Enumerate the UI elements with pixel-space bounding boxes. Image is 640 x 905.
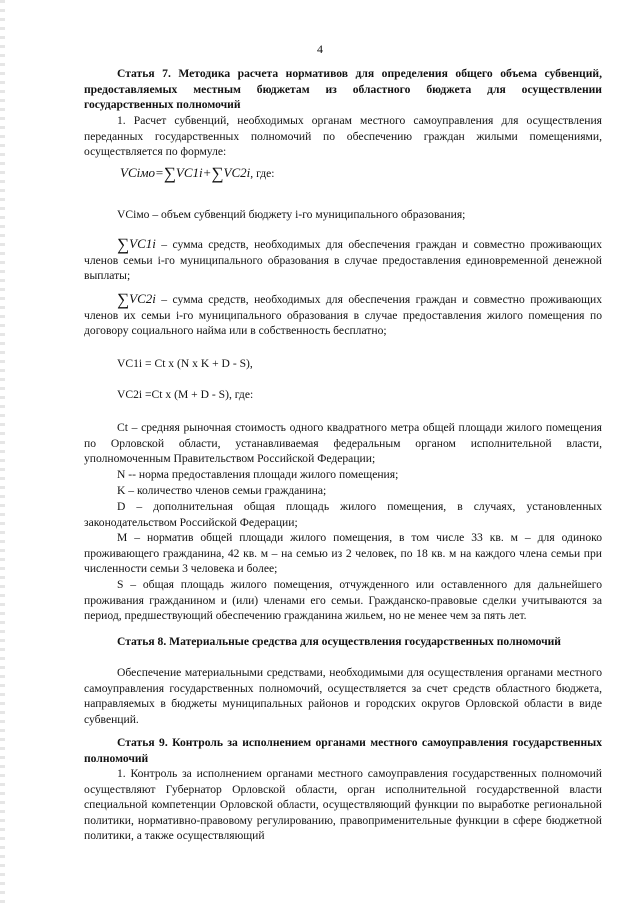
definition-n: N -- норма предоставления площади жилого помещения; bbox=[117, 468, 399, 481]
article-8-heading: Статья 8. Материальные средства для осуществления государственных полномочий bbox=[117, 635, 561, 648]
definition-k: K – количество членов семьи гражданина; bbox=[117, 484, 327, 497]
scan-edge bbox=[0, 0, 5, 905]
vc2i-symbol: VC2i bbox=[129, 291, 156, 306]
definition-vc2i bbox=[84, 291, 602, 339]
article-7-heading: Статья 7. Методика расчета нормативов для определения общего объема субвенций, предоставляемых местным бюджетам из областного бюджета для осуществлении государственных полномочий bbox=[84, 67, 602, 111]
definition-d: D – дополнительная общая площадь жилого помещения, в случаях, установленных законодательством Российской Федерации; bbox=[84, 500, 602, 529]
definition-s: S – общая площадь жилого помещения, отчужденного или оставленного для дальнейшего проживания гражданином и (или) членами его семьи. Гражданско-правовые сделки учитываются за период, предшествующий обеспечению гражданина жильем, но не менее чем за пять лет. bbox=[84, 578, 602, 622]
definition-vcimo: VCiмо – объем субвенций бюджету i-го муниципального образования; bbox=[117, 208, 466, 221]
vc1i-symbol: VC1i bbox=[129, 236, 156, 251]
article-9-paragraph-1: 1. Контроль за исполнением органами местного самоуправления государственных полномочий осуществляют Губернатор Орловской области, орган исполнительной государственной власти специальной компетенции Орловской области, осуществляющий функции по выработке региональной политики, нормативно-правовому регулированию, правоприменительные функции в сфере бюджетной политики, а также осуществляющий bbox=[84, 767, 602, 842]
formula-suffix: , где: bbox=[250, 167, 275, 180]
formula-term-2: VC2i bbox=[223, 165, 251, 180]
formula-term-1: VC1i+ bbox=[175, 165, 212, 180]
formula-lhs: VCiмо= bbox=[120, 165, 164, 180]
sum-icon: ∑ bbox=[163, 164, 176, 183]
vc1i-text: – сумма средств, необходимых для обеспечения граждан и совместно проживающих членов семьи i-го муниципального образования в случае предоставления единовременной денежной выплаты; bbox=[84, 238, 602, 282]
main-formula bbox=[120, 164, 275, 184]
article-8-paragraph-1: Обеспечение материальными средствами, необходимыми для осуществления органами местного самоуправления государственных полномочий, осуществляется за счет средств областного бюджета, направляемых в бюджеты муниципальных районов и городских округов Орловской области в виде субвенций. bbox=[84, 666, 602, 726]
article-9-heading: Статья 9. Контроль за исполнением органами местного самоуправления государственных полномочий bbox=[84, 736, 602, 765]
article-7-paragraph-1: 1. Расчет субвенций, необходимых органам местного самоуправления для осуществления переданных государственных полномочий по обеспечению граждан жилыми помещениями, осуществляется по формуле: bbox=[84, 114, 602, 158]
definition-vc1i bbox=[84, 236, 602, 284]
sum-icon: ∑ bbox=[117, 290, 130, 309]
definition-m: М – норматив общей площади жилого помещения, в том числе 33 кв. м – для одиноко проживающего гражданина, 42 кв. м – на семью из 2 человек, по 18 кв. м на каждого члена семьи при численности семьи 3 человека и более; bbox=[84, 531, 602, 575]
page-number: 4 bbox=[317, 42, 323, 56]
definition-ct: Ct – средняя рыночная стоимость одного квадратного метра общей площади жилого помещения по Орловской области, устанавливаемая федеральным органом исполнительной власти, уполномоченным Правительством Российской Федерации; bbox=[84, 421, 602, 465]
sum-icon: ∑ bbox=[211, 164, 224, 183]
sum-icon: ∑ bbox=[117, 235, 130, 254]
formula-vc1i: VC1i = Ct x (N x K + D - S), bbox=[117, 357, 253, 370]
formula-vc2i: VC2i =Ct x (M + D - S), где: bbox=[117, 388, 254, 401]
vc2i-text: – сумма средств, необходимых для обеспечения граждан и совместно проживающих членов их семьи i-го муниципального образования в случае предоставления жилого помещения по договору социального найма или в собственность бесплатно; bbox=[84, 293, 602, 337]
